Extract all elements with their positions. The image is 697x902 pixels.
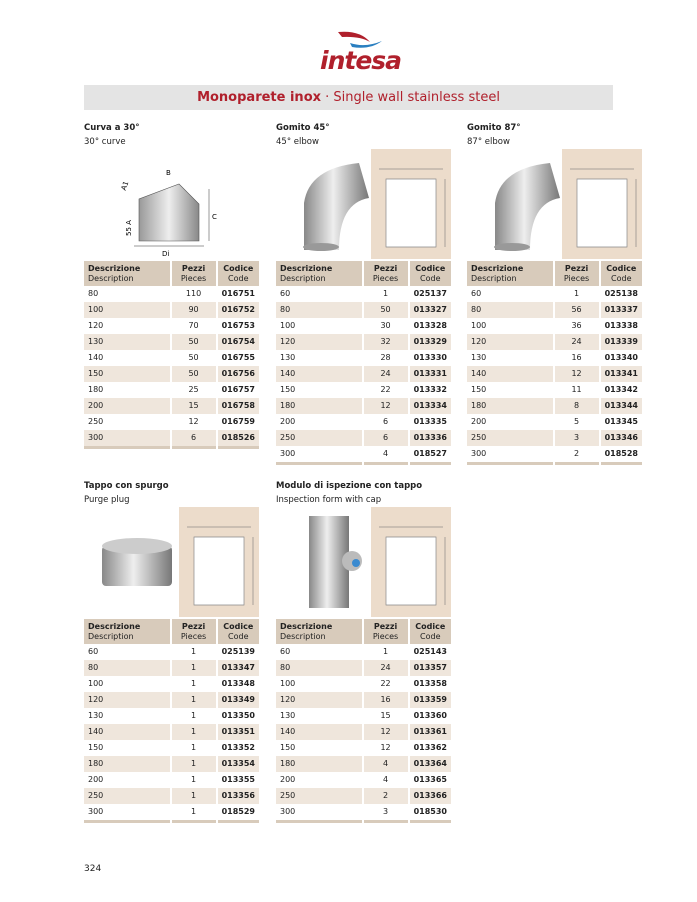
table-row bbox=[276, 756, 451, 772]
cell-pieces: 1 bbox=[171, 692, 217, 708]
cell-description: 80 bbox=[467, 302, 554, 318]
product-title: Tappo con spurgo bbox=[84, 481, 169, 491]
cell-code: 013362 bbox=[413, 743, 447, 752]
cell-description: 150 bbox=[276, 382, 363, 398]
cell-pieces: 15 bbox=[363, 708, 409, 724]
product-image bbox=[84, 149, 259, 261]
header-description: Descrizione Description bbox=[276, 619, 363, 644]
cell-pieces: 5 bbox=[554, 414, 600, 430]
cell-pieces: 1 bbox=[171, 660, 217, 676]
cell-pieces: 12 bbox=[554, 366, 600, 382]
cell-code: 016757 bbox=[221, 385, 255, 394]
cell-description: 300 bbox=[84, 430, 171, 446]
table-row bbox=[467, 334, 642, 350]
label-a1: A1 bbox=[119, 180, 131, 192]
table-row bbox=[84, 692, 259, 708]
table-row bbox=[84, 414, 259, 430]
cell-pieces: 30 bbox=[363, 318, 409, 334]
cell-code: 025137 bbox=[413, 289, 447, 298]
table-row bbox=[467, 350, 642, 366]
product-section bbox=[276, 479, 451, 823]
cell-pieces: 4 bbox=[363, 772, 409, 788]
cell-code: 013357 bbox=[409, 660, 451, 676]
product-table bbox=[276, 261, 451, 465]
cell-description: 140 bbox=[84, 724, 171, 740]
table-header bbox=[276, 619, 451, 644]
cell-code: 025138 bbox=[604, 289, 638, 298]
cell-description: 200 bbox=[276, 414, 363, 430]
cell-code: 018530 bbox=[413, 807, 447, 816]
cell-description: 140 bbox=[276, 366, 363, 382]
table-row bbox=[467, 318, 642, 334]
table-row bbox=[276, 724, 451, 740]
cell-pieces: 22 bbox=[363, 676, 409, 692]
product-title: Gomito 45° bbox=[276, 123, 330, 133]
table-row bbox=[84, 286, 259, 302]
cell-description: 120 bbox=[467, 334, 554, 350]
cell-code: 013358 bbox=[413, 679, 447, 688]
cell-description: 60 bbox=[84, 644, 171, 660]
product-photo bbox=[284, 153, 374, 257]
cell-description: 120 bbox=[276, 692, 363, 708]
cell-description: 120 bbox=[84, 318, 171, 334]
table-row bbox=[276, 644, 451, 660]
product-subtitle: 45° elbow bbox=[276, 137, 319, 147]
product-subtitle: Inspection form with cap bbox=[276, 495, 382, 505]
cell-code: 025143 bbox=[413, 647, 447, 656]
cell-code: 013337 bbox=[600, 302, 642, 318]
technical-drawing bbox=[84, 149, 259, 259]
cell-description: 200 bbox=[276, 772, 363, 788]
product-section bbox=[84, 121, 259, 449]
table-row bbox=[84, 644, 259, 660]
cell-description: 100 bbox=[467, 318, 554, 334]
cell-code: 016753 bbox=[221, 321, 255, 330]
cell-pieces: 1 bbox=[363, 644, 409, 660]
cell-pieces: 1 bbox=[171, 708, 217, 724]
cell-code: 016751 bbox=[221, 289, 255, 298]
cell-code: 013341 bbox=[600, 366, 642, 382]
cell-code: 013338 bbox=[604, 321, 638, 330]
cell-code: 016758 bbox=[217, 398, 259, 414]
cell-description: 150 bbox=[84, 366, 171, 382]
product-subtitle: Purge plug bbox=[84, 495, 130, 505]
table-header bbox=[84, 619, 259, 644]
product-subtitle: 30° curve bbox=[84, 137, 126, 147]
cell-description: 80 bbox=[276, 660, 363, 676]
cell-pieces: 1 bbox=[171, 644, 217, 660]
table-row bbox=[84, 334, 259, 350]
cell-description: 250 bbox=[84, 414, 171, 430]
cell-code: 013344 bbox=[600, 398, 642, 414]
cell-code: 025139 bbox=[221, 647, 255, 656]
cell-description: 120 bbox=[84, 692, 171, 708]
table-row bbox=[276, 660, 451, 676]
product-image bbox=[276, 507, 451, 619]
cell-description: 150 bbox=[467, 382, 554, 398]
cell-code: 013355 bbox=[221, 775, 255, 784]
table-row bbox=[84, 660, 259, 676]
header-description: Descrizione Description bbox=[467, 261, 554, 286]
cell-code: 016752 bbox=[217, 302, 259, 318]
cell-description: 180 bbox=[467, 398, 554, 414]
cell-pieces: 28 bbox=[363, 350, 409, 366]
cell-code: 013327 bbox=[409, 302, 451, 318]
page-banner bbox=[84, 85, 613, 110]
cell-pieces: 3 bbox=[363, 804, 409, 820]
table-row bbox=[276, 692, 451, 708]
cell-code: 013352 bbox=[221, 743, 255, 752]
product-title: Curva a 30° bbox=[84, 123, 140, 133]
table-row bbox=[276, 676, 451, 692]
cell-description: 60 bbox=[276, 286, 363, 302]
label-c: C bbox=[212, 213, 217, 221]
cell-description: 140 bbox=[84, 350, 171, 366]
header-code: Codice Code bbox=[217, 261, 259, 286]
table-row bbox=[276, 430, 451, 446]
table-header bbox=[276, 261, 451, 286]
cell-pieces: 50 bbox=[171, 366, 217, 382]
technical-drawing bbox=[179, 507, 259, 617]
table-row bbox=[84, 740, 259, 756]
table-row bbox=[276, 772, 451, 788]
cell-description: 100 bbox=[276, 318, 363, 334]
technical-drawing bbox=[371, 149, 451, 259]
header-description: Descrizione Description bbox=[84, 261, 171, 286]
label-a: 55 A bbox=[125, 220, 133, 236]
cell-pieces: 1 bbox=[171, 772, 217, 788]
cell-description: 60 bbox=[276, 644, 363, 660]
table-row bbox=[84, 724, 259, 740]
cell-description: 180 bbox=[276, 398, 363, 414]
cell-description: 300 bbox=[467, 446, 554, 462]
cell-pieces: 36 bbox=[554, 318, 600, 334]
table-row bbox=[276, 414, 451, 430]
table-row bbox=[84, 772, 259, 788]
cell-code: 016756 bbox=[217, 366, 259, 382]
cell-description: 130 bbox=[84, 334, 171, 350]
cell-pieces: 3 bbox=[554, 430, 600, 446]
header-pieces: Pezzi Pieces bbox=[171, 261, 217, 286]
banner-title-en: Single wall stainless steel bbox=[333, 90, 500, 105]
header-pieces: Pezzi Pieces bbox=[363, 619, 409, 644]
table-end-bar bbox=[84, 820, 259, 823]
product-photo bbox=[475, 153, 565, 257]
cell-pieces: 12 bbox=[363, 740, 409, 756]
header-description: Descrizione Description bbox=[84, 619, 171, 644]
cell-code: 013349 bbox=[217, 692, 259, 708]
cell-description: 250 bbox=[467, 430, 554, 446]
header-pieces: Pezzi Pieces bbox=[171, 619, 217, 644]
cell-pieces: 1 bbox=[171, 756, 217, 772]
product-image bbox=[84, 507, 259, 619]
cell-pieces: 16 bbox=[363, 692, 409, 708]
intesa-logo bbox=[320, 28, 400, 80]
table-row bbox=[84, 430, 259, 446]
cell-description: 180 bbox=[84, 382, 171, 398]
cell-pieces: 50 bbox=[171, 334, 217, 350]
table-row bbox=[84, 398, 259, 414]
table-row bbox=[467, 414, 642, 430]
table-row bbox=[276, 366, 451, 382]
cell-pieces: 24 bbox=[554, 334, 600, 350]
table-row bbox=[276, 334, 451, 350]
cell-code: 013361 bbox=[409, 724, 451, 740]
cell-pieces: 1 bbox=[171, 804, 217, 820]
cell-code: 013359 bbox=[409, 692, 451, 708]
product-table bbox=[84, 619, 259, 823]
cell-code: 013329 bbox=[409, 334, 451, 350]
cell-pieces: 50 bbox=[171, 350, 217, 366]
product-title: Modulo di ispezione con tappo bbox=[276, 481, 423, 491]
cell-code: 013346 bbox=[600, 430, 642, 446]
table-end-bar bbox=[467, 462, 642, 465]
cell-pieces: 12 bbox=[171, 414, 217, 430]
table-row bbox=[276, 804, 451, 820]
cell-description: 140 bbox=[467, 366, 554, 382]
cell-pieces: 90 bbox=[171, 302, 217, 318]
product-image bbox=[467, 149, 642, 261]
cell-description: 300 bbox=[276, 804, 363, 820]
product-section bbox=[84, 479, 259, 823]
cell-pieces: 2 bbox=[554, 446, 600, 462]
cell-pieces: 6 bbox=[363, 414, 409, 430]
cell-description: 250 bbox=[84, 788, 171, 804]
cell-code: 013345 bbox=[604, 417, 638, 426]
cell-code: 013335 bbox=[413, 417, 447, 426]
cell-code: 013348 bbox=[221, 679, 255, 688]
cell-code: 013342 bbox=[604, 385, 638, 394]
table-row bbox=[84, 318, 259, 334]
cell-code: 013365 bbox=[413, 775, 447, 784]
cell-description: 80 bbox=[276, 302, 363, 318]
cell-pieces: 16 bbox=[554, 350, 600, 366]
cell-pieces: 11 bbox=[554, 382, 600, 398]
cell-pieces: 12 bbox=[363, 398, 409, 414]
cell-description: 130 bbox=[276, 708, 363, 724]
table-row bbox=[276, 382, 451, 398]
cell-description: 140 bbox=[276, 724, 363, 740]
cell-code: 013354 bbox=[217, 756, 259, 772]
table-row bbox=[276, 708, 451, 724]
table-row bbox=[467, 446, 642, 462]
cell-code: 013360 bbox=[413, 711, 447, 720]
cell-code: 013330 bbox=[413, 353, 447, 362]
table-row bbox=[467, 430, 642, 446]
cell-pieces: 2 bbox=[363, 788, 409, 804]
table-row bbox=[84, 788, 259, 804]
table-row bbox=[84, 350, 259, 366]
cell-pieces: 15 bbox=[171, 398, 217, 414]
product-title: Gomito 87° bbox=[467, 123, 521, 133]
cell-code: 016754 bbox=[217, 334, 259, 350]
cell-pieces: 1 bbox=[554, 286, 600, 302]
cell-pieces: 56 bbox=[554, 302, 600, 318]
label-di: Di bbox=[162, 250, 170, 258]
table-row bbox=[276, 740, 451, 756]
table-row bbox=[84, 676, 259, 692]
product-section bbox=[467, 121, 642, 465]
cell-pieces: 1 bbox=[171, 740, 217, 756]
cell-description: 150 bbox=[276, 740, 363, 756]
cell-pieces: 24 bbox=[363, 660, 409, 676]
product-table bbox=[467, 261, 642, 465]
cell-description: 250 bbox=[276, 430, 363, 446]
header-code: Codice Code bbox=[409, 261, 451, 286]
cell-pieces: 70 bbox=[171, 318, 217, 334]
cell-description: 200 bbox=[467, 414, 554, 430]
cell-pieces: 6 bbox=[363, 430, 409, 446]
cell-description: 300 bbox=[84, 804, 171, 820]
cell-pieces: 50 bbox=[363, 302, 409, 318]
product-image bbox=[276, 149, 451, 261]
label-b: B bbox=[166, 169, 171, 177]
banner-sep: · bbox=[321, 90, 334, 105]
cell-description: 100 bbox=[84, 302, 171, 318]
product-table bbox=[84, 261, 259, 449]
cell-pieces: 12 bbox=[363, 724, 409, 740]
table-row bbox=[84, 366, 259, 382]
cell-pieces: 4 bbox=[363, 756, 409, 772]
cell-code: 018529 bbox=[221, 807, 255, 816]
cell-code: 013336 bbox=[409, 430, 451, 446]
table-row bbox=[276, 318, 451, 334]
table-row bbox=[276, 446, 451, 462]
cell-description: 130 bbox=[84, 708, 171, 724]
cell-pieces: 1 bbox=[363, 286, 409, 302]
cell-description: 100 bbox=[84, 676, 171, 692]
table-row bbox=[84, 756, 259, 772]
table-row bbox=[467, 398, 642, 414]
cell-pieces: 25 bbox=[171, 382, 217, 398]
cell-code: 018527 bbox=[413, 449, 447, 458]
cell-code: 013366 bbox=[409, 788, 451, 804]
cell-description: 300 bbox=[276, 446, 363, 462]
cell-description: 80 bbox=[84, 286, 171, 302]
page-number: 324 bbox=[84, 864, 102, 874]
header-code: Codice Code bbox=[600, 261, 642, 286]
technical-drawing bbox=[371, 507, 451, 617]
cell-description: 130 bbox=[467, 350, 554, 366]
cell-description: 180 bbox=[276, 756, 363, 772]
cell-code: 018526 bbox=[217, 430, 259, 446]
cell-pieces: 24 bbox=[363, 366, 409, 382]
cell-code: 018528 bbox=[604, 449, 638, 458]
table-end-bar bbox=[276, 820, 451, 823]
cell-code: 013364 bbox=[409, 756, 451, 772]
header-code: Codice Code bbox=[217, 619, 259, 644]
table-header bbox=[467, 261, 642, 286]
cell-code: 013340 bbox=[604, 353, 638, 362]
header-description: Descrizione Description bbox=[276, 261, 363, 286]
cell-code: 013328 bbox=[413, 321, 447, 330]
table-row bbox=[276, 302, 451, 318]
technical-drawing bbox=[562, 149, 642, 259]
header-code: Codice Code bbox=[409, 619, 451, 644]
cell-pieces: 110 bbox=[171, 286, 217, 302]
cell-code: 013332 bbox=[413, 385, 447, 394]
cell-description: 120 bbox=[276, 334, 363, 350]
cell-description: 80 bbox=[84, 660, 171, 676]
table-row bbox=[276, 788, 451, 804]
cell-description: 200 bbox=[84, 772, 171, 788]
product-section bbox=[276, 121, 451, 465]
cell-pieces: 22 bbox=[363, 382, 409, 398]
cell-description: 180 bbox=[84, 756, 171, 772]
table-row bbox=[276, 398, 451, 414]
cell-code: 013351 bbox=[217, 724, 259, 740]
table-row bbox=[84, 804, 259, 820]
cell-code: 013347 bbox=[217, 660, 259, 676]
table-header bbox=[84, 261, 259, 286]
cell-description: 130 bbox=[276, 350, 363, 366]
table-row bbox=[467, 382, 642, 398]
cell-description: 200 bbox=[84, 398, 171, 414]
logo-text: intesa bbox=[320, 46, 402, 75]
cell-description: 150 bbox=[84, 740, 171, 756]
cell-description: 60 bbox=[467, 286, 554, 302]
cell-pieces: 1 bbox=[171, 676, 217, 692]
cell-pieces: 1 bbox=[171, 788, 217, 804]
cell-pieces: 8 bbox=[554, 398, 600, 414]
table-row bbox=[84, 708, 259, 724]
cell-description: 250 bbox=[276, 788, 363, 804]
cell-code: 016755 bbox=[221, 353, 255, 362]
cell-pieces: 32 bbox=[363, 334, 409, 350]
product-photo bbox=[92, 511, 182, 615]
cell-description: 100 bbox=[276, 676, 363, 692]
cell-pieces: 1 bbox=[171, 724, 217, 740]
cell-code: 016759 bbox=[221, 417, 255, 426]
table-end-bar bbox=[276, 462, 451, 465]
cell-code: 013356 bbox=[217, 788, 259, 804]
cell-pieces: 4 bbox=[363, 446, 409, 462]
table-row bbox=[84, 382, 259, 398]
banner-title-it: Monoparete inox bbox=[197, 90, 322, 105]
table-row bbox=[276, 286, 451, 302]
table-row bbox=[276, 350, 451, 366]
table-row bbox=[467, 366, 642, 382]
header-pieces: Pezzi Pieces bbox=[554, 261, 600, 286]
cell-code: 013350 bbox=[221, 711, 255, 720]
cell-code: 013331 bbox=[409, 366, 451, 382]
header-pieces: Pezzi Pieces bbox=[363, 261, 409, 286]
product-table bbox=[276, 619, 451, 823]
table-row bbox=[467, 302, 642, 318]
product-photo bbox=[284, 511, 374, 615]
table-row bbox=[84, 302, 259, 318]
product-subtitle: 87° elbow bbox=[467, 137, 510, 147]
cell-code: 013339 bbox=[600, 334, 642, 350]
cell-pieces: 6 bbox=[171, 430, 217, 446]
table-row bbox=[467, 286, 642, 302]
table-end-bar bbox=[84, 446, 259, 449]
cell-code: 013334 bbox=[409, 398, 451, 414]
